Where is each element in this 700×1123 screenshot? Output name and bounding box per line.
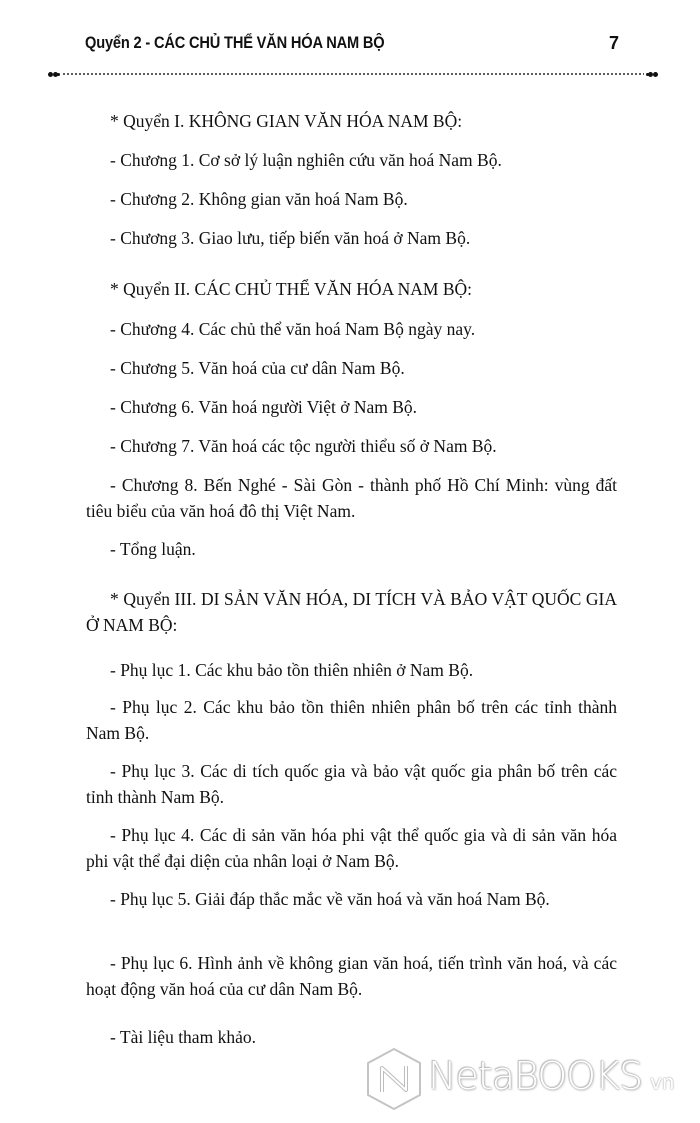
chapter-item: - Chương 5. Văn hoá của cư dân Nam Bộ. [110, 358, 405, 378]
appendix-item: - Phụ lục 6. Hình ảnh về không gian văn hoá, tiến trình văn hoá, và các hoạt động văn hoá của cư dân Nam Bộ. [86, 953, 617, 999]
chapter-item: - Chương 3. Giao lưu, tiếp biến văn hoá ở Nam Bộ. [110, 228, 471, 248]
netabooks-watermark [364, 1046, 694, 1112]
appendix-item: - Phụ lục 2. Các khu bảo tồn thiên nhiên phân bố trên các tỉnh thành Nam Bộ. [86, 697, 617, 743]
chapter-item: - Chương 2. Không gian văn hoá Nam Bộ. [110, 189, 408, 209]
chapter-item: - Chương 7. Văn hoá các tộc người thiểu số ở Nam Bộ. [110, 436, 497, 456]
page-number: 7 [609, 33, 620, 53]
chapter-item: - Chương 4. Các chủ thể văn hoá Nam Bộ ngày nay. [110, 319, 476, 339]
appendix-item: - Phụ lục 4. Các di sản văn hóa phi vật thể quốc gia và di sản văn hóa phi vật thể đại diện của nhân loại ở Nam Bộ. [86, 825, 617, 871]
watermark-brand-text: NetaBOOKS [428, 1054, 643, 1098]
rule-left-ornament [48, 71, 62, 77]
hexagon-n-logo-icon [364, 1046, 424, 1112]
references-item: - Tài liệu tham khảo. [110, 1027, 256, 1047]
chapter-item: - Chương 6. Văn hoá người Việt ở Nam Bộ. [110, 397, 418, 417]
rule-right-ornament [644, 71, 658, 77]
appendix-item: - Phụ lục 5. Giải đáp thắc mắc về văn hoá và văn hoá Nam Bộ. [110, 889, 550, 909]
summary-item: - Tổng luận. [110, 539, 196, 559]
running-head-title: Quyển 2 - CÁC CHỦ THỂ VĂN HÓA NAM BỘ [85, 33, 385, 52]
watermark-domain-suffix: vn [650, 1070, 675, 1094]
header-dotted-rule [48, 71, 658, 77]
rule-dots [62, 73, 644, 75]
appendix-item: - Phụ lục 1. Các khu bảo tồn thiên nhiên ở Nam Bộ. [110, 660, 474, 680]
volume-heading: * Quyển II. CÁC CHỦ THỂ VĂN HÓA NAM BỘ: [110, 279, 472, 299]
volume-heading: * Quyển III. DI SẢN VĂN HÓA, DI TÍCH VÀ BẢO VẬT QUỐC GIA Ở NAM BỘ: [86, 589, 617, 635]
volume-heading: * Quyển I. KHÔNG GIAN VĂN HÓA NAM BỘ: [110, 111, 463, 131]
appendix-item: - Phụ lục 3. Các di tích quốc gia và bảo vật quốc gia phân bố trên các tỉnh thành Nam Bộ. [86, 761, 617, 807]
chapter-item: - Chương 8. Bến Nghé - Sài Gòn - thành phố Hồ Chí Minh: vùng đất tiêu biểu của văn hoá đô thị Việt Nam. [86, 475, 617, 521]
chapter-item: - Chương 1. Cơ sở lý luận nghiên cứu văn hoá Nam Bộ. [110, 150, 502, 170]
